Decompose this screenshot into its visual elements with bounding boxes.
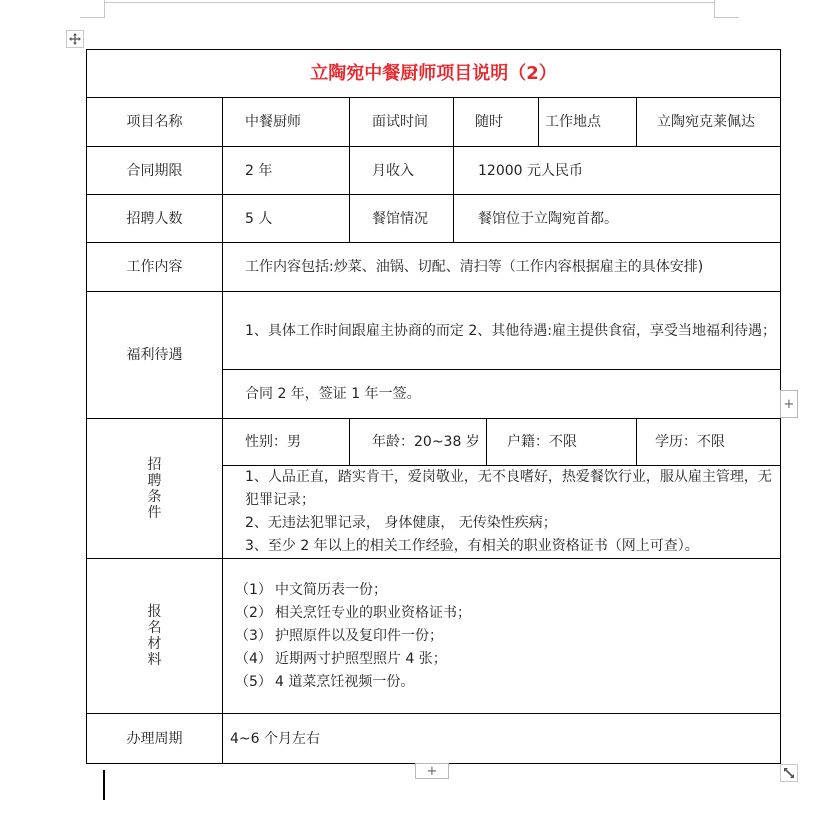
project-name-label: 项目名称 bbox=[87, 98, 223, 147]
work-location-value: 立陶宛克莱佩达 bbox=[637, 98, 781, 147]
household-requirement: 户籍：不限 bbox=[487, 419, 637, 466]
document-title: 立陶宛中餐厨师项目说明（2） bbox=[87, 50, 781, 98]
recruit-count-value: 5 人 bbox=[223, 195, 350, 243]
benefits-detail: 1、具体工作时间跟雇主协商的而定 2、其他待遇:雇主提供食宿，享受当地福利待遇； bbox=[223, 292, 781, 370]
processing-period-value: 4~6 个月左右 bbox=[223, 714, 781, 764]
interview-time-label: 面试时间 bbox=[350, 98, 454, 147]
requirements-list bbox=[223, 466, 781, 559]
material-item: （1） 中文简历表一份； bbox=[235, 581, 387, 598]
requirement-item: 1、人品正直，踏实肯干，爱岗敬业，无不良嗜好，热爱餐饮行业，服从雇主管理，无犯罪记录； bbox=[245, 469, 772, 508]
table-move-handle[interactable] bbox=[66, 30, 84, 48]
contract-visa-note: 合同 2 年，签证 1 年一签。 bbox=[223, 370, 781, 419]
requirements-label-cell bbox=[87, 419, 223, 559]
add-column-button[interactable] bbox=[780, 390, 798, 418]
restaurant-label: 餐馆情况 bbox=[350, 195, 454, 243]
plus-icon: + bbox=[426, 763, 438, 779]
contract-term-label: 合同期限 bbox=[87, 147, 223, 195]
material-item: （3） 护照原件以及复印件一份； bbox=[235, 627, 443, 644]
plus-icon: + bbox=[783, 396, 795, 412]
restaurant-value: 餐馆位于立陶宛首都。 bbox=[454, 195, 781, 243]
job-content-value: 工作内容包括:炒菜、油锅、切配、清扫等（工作内容根据雇主的具体安排) bbox=[223, 243, 781, 292]
requirement-item: 3、至少 2 年以上的相关工作经验，有相关的职业资格证书（网上可查）。 bbox=[245, 538, 699, 554]
recruit-count-label: 招聘人数 bbox=[87, 195, 223, 243]
page-top-line bbox=[104, 2, 715, 3]
table-resize-handle[interactable] bbox=[780, 764, 798, 782]
materials-label-cell bbox=[87, 559, 223, 714]
job-content-label: 工作内容 bbox=[87, 243, 223, 292]
materials-list bbox=[223, 559, 781, 714]
materials-label: 报名材料 bbox=[147, 604, 162, 668]
add-row-button[interactable] bbox=[415, 763, 449, 779]
move-arrows-icon bbox=[69, 33, 81, 45]
processing-period-label: 办理周期 bbox=[87, 714, 223, 764]
age-requirement: 年龄：20~38 岁 bbox=[350, 419, 487, 466]
education-requirement: 学历：不限 bbox=[637, 419, 781, 466]
gender-requirement: 性别：男 bbox=[223, 419, 350, 466]
page-corner-mark-right-h bbox=[714, 17, 739, 18]
benefits-label: 福利待遇 bbox=[87, 292, 223, 419]
interview-time-value: 随时 bbox=[454, 98, 539, 147]
text-cursor bbox=[103, 770, 105, 800]
project-name-value: 中餐厨师 bbox=[223, 98, 350, 147]
page-corner-mark-left-h bbox=[80, 17, 105, 18]
work-location-label: 工作地点 bbox=[539, 98, 637, 147]
contract-term-value: 2 年 bbox=[223, 147, 350, 195]
material-item: （4） 近期两寸护照型照片 4 张； bbox=[235, 650, 447, 667]
monthly-income-label: 月收入 bbox=[350, 147, 454, 195]
material-item: （2） 相关烹饪专业的职业资格证书； bbox=[235, 604, 471, 621]
monthly-income-value: 12000 元人民币 bbox=[454, 147, 781, 195]
project-info-table bbox=[86, 49, 781, 764]
material-item: （5） 4 道菜烹饪视频一份。 bbox=[235, 673, 415, 690]
resize-diagonal-icon bbox=[783, 767, 795, 779]
requirement-item: 2、无违法犯罪记录， 身体健康， 无传染性疾病； bbox=[245, 515, 557, 531]
requirements-label: 招聘条件 bbox=[147, 456, 162, 521]
